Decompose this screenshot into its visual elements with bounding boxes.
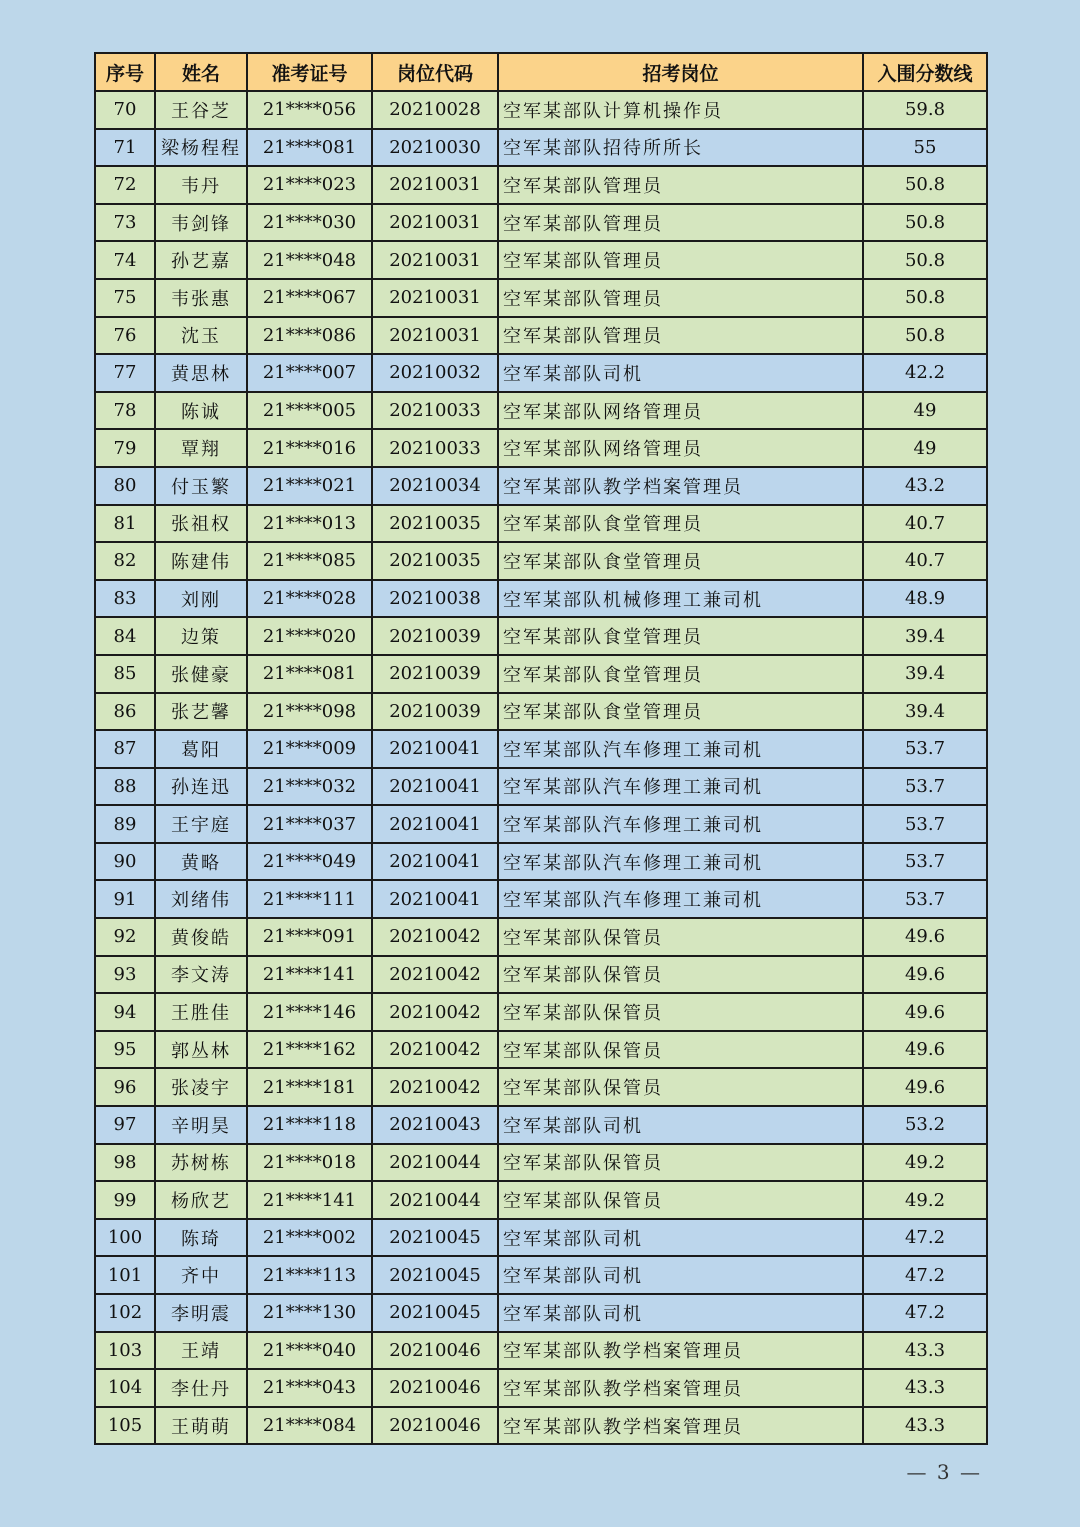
cell-exam-id: 21****018 (247, 1144, 372, 1182)
cell-post: 空军某部队管理员 (498, 204, 863, 242)
cell-exam-id: 21****086 (247, 317, 372, 355)
cell-post: 空军某部队管理员 (498, 166, 863, 204)
header-post-code: 岗位代码 (372, 53, 498, 91)
cell-score: 48.9 (863, 580, 987, 618)
cell-seq: 102 (95, 1294, 155, 1332)
cell-post-code: 20210038 (372, 580, 498, 618)
table-row (95, 805, 987, 843)
header-exam-id: 准考证号 (247, 53, 372, 91)
cell-post-code: 20210033 (372, 429, 498, 467)
cell-exam-id: 21****067 (247, 279, 372, 317)
cell-name: 韦张惠 (155, 279, 247, 317)
cell-exam-id: 21****009 (247, 730, 372, 768)
cell-seq: 87 (95, 730, 155, 768)
cell-name: 孙连迅 (155, 768, 247, 806)
table-row (95, 1256, 987, 1294)
header-row (95, 53, 987, 91)
cell-seq: 100 (95, 1219, 155, 1257)
cell-post: 空军某部队司机 (498, 1219, 863, 1257)
cell-post: 空军某部队教学档案管理员 (498, 1369, 863, 1407)
table-row (95, 1219, 987, 1257)
cell-seq: 82 (95, 542, 155, 580)
cell-seq: 74 (95, 241, 155, 279)
cell-post: 空军某部队汽车修理工兼司机 (498, 880, 863, 918)
table-row (95, 467, 987, 505)
table-body (95, 91, 987, 1444)
page-number: — 3 — (906, 1460, 982, 1484)
cell-post-code: 20210034 (372, 467, 498, 505)
cell-exam-id: 21****020 (247, 617, 372, 655)
cell-exam-id: 21****030 (247, 204, 372, 242)
cell-post: 空军某部队汽车修理工兼司机 (498, 805, 863, 843)
cell-post-code: 20210046 (372, 1332, 498, 1370)
cell-exam-id: 21****048 (247, 241, 372, 279)
cell-name: 李文涛 (155, 956, 247, 994)
cell-post-code: 20210041 (372, 843, 498, 881)
cell-score: 50.8 (863, 241, 987, 279)
cell-seq: 101 (95, 1256, 155, 1294)
header-seq: 序号 (95, 53, 155, 91)
cell-score: 39.4 (863, 693, 987, 731)
table-row (95, 918, 987, 956)
cell-exam-id: 21****181 (247, 1068, 372, 1106)
cell-post: 空军某部队管理员 (498, 241, 863, 279)
cell-post-code: 20210031 (372, 204, 498, 242)
table-row (95, 843, 987, 881)
cell-post: 空军某部队网络管理员 (498, 429, 863, 467)
table-row (95, 1332, 987, 1370)
cell-post: 空军某部队汽车修理工兼司机 (498, 730, 863, 768)
table-row (95, 1369, 987, 1407)
cell-name: 齐中 (155, 1256, 247, 1294)
cell-exam-id: 21****016 (247, 429, 372, 467)
cell-post-code: 20210041 (372, 730, 498, 768)
cell-exam-id: 21****049 (247, 843, 372, 881)
header-name: 姓名 (155, 53, 247, 91)
cell-post-code: 20210033 (372, 392, 498, 430)
cell-name: 杨欣艺 (155, 1181, 247, 1219)
cell-score: 49 (863, 392, 987, 430)
table-row (95, 542, 987, 580)
cell-name: 王谷芝 (155, 91, 247, 129)
cell-name: 刘刚 (155, 580, 247, 618)
cell-post-code: 20210044 (372, 1181, 498, 1219)
cell-exam-id: 21****084 (247, 1407, 372, 1445)
cell-post-code: 20210042 (372, 956, 498, 994)
cell-score: 49.6 (863, 993, 987, 1031)
cell-post: 空军某部队管理员 (498, 317, 863, 355)
cell-seq: 88 (95, 768, 155, 806)
cell-post: 空军某部队食堂管理员 (498, 693, 863, 731)
cell-seq: 81 (95, 505, 155, 543)
cell-post-code: 20210046 (372, 1407, 498, 1445)
cell-score: 53.7 (863, 880, 987, 918)
cell-score: 49.6 (863, 1031, 987, 1069)
cell-post: 空军某部队汽车修理工兼司机 (498, 843, 863, 881)
cell-seq: 96 (95, 1068, 155, 1106)
cell-exam-id: 21****130 (247, 1294, 372, 1332)
table-row (95, 1031, 987, 1069)
cell-post-code: 20210031 (372, 241, 498, 279)
cell-post-code: 20210039 (372, 655, 498, 693)
cell-post: 空军某部队司机 (498, 1294, 863, 1332)
table-row (95, 1181, 987, 1219)
cell-seq: 79 (95, 429, 155, 467)
cell-name: 张艺馨 (155, 693, 247, 731)
cell-post-code: 20210045 (372, 1219, 498, 1257)
cell-name: 黄思林 (155, 354, 247, 392)
cell-score: 42.2 (863, 354, 987, 392)
cell-name: 张凌宇 (155, 1068, 247, 1106)
cell-score: 39.4 (863, 617, 987, 655)
cell-score: 53.7 (863, 843, 987, 881)
cell-exam-id: 21****141 (247, 1181, 372, 1219)
table-row (95, 693, 987, 731)
cell-seq: 86 (95, 693, 155, 731)
cell-post: 空军某部队保管员 (498, 1068, 863, 1106)
cell-seq: 95 (95, 1031, 155, 1069)
cell-name: 陈建伟 (155, 542, 247, 580)
cell-name: 韦丹 (155, 166, 247, 204)
cell-post: 空军某部队保管员 (498, 1144, 863, 1182)
table-row (95, 1106, 987, 1144)
cell-score: 49.2 (863, 1181, 987, 1219)
cell-name: 付玉繁 (155, 467, 247, 505)
cell-post-code: 20210030 (372, 129, 498, 167)
cell-score: 47.2 (863, 1256, 987, 1294)
cell-name: 张健豪 (155, 655, 247, 693)
table-row (95, 429, 987, 467)
table-row (95, 279, 987, 317)
cell-seq: 73 (95, 204, 155, 242)
cell-name: 王宇庭 (155, 805, 247, 843)
cell-seq: 91 (95, 880, 155, 918)
cell-name: 苏树栋 (155, 1144, 247, 1182)
cell-seq: 78 (95, 392, 155, 430)
cell-post: 空军某部队食堂管理员 (498, 542, 863, 580)
cell-name: 王胜佳 (155, 993, 247, 1031)
cell-post: 空军某部队教学档案管理员 (498, 467, 863, 505)
cell-exam-id: 21****040 (247, 1332, 372, 1370)
table-row (95, 1407, 987, 1445)
cell-seq: 105 (95, 1407, 155, 1445)
table-row (95, 956, 987, 994)
cell-post-code: 20210043 (372, 1106, 498, 1144)
cell-post-code: 20210041 (372, 805, 498, 843)
cell-seq: 90 (95, 843, 155, 881)
cell-score: 55 (863, 129, 987, 167)
cell-name: 郭丛林 (155, 1031, 247, 1069)
cell-post: 空军某部队食堂管理员 (498, 505, 863, 543)
cell-exam-id: 21****005 (247, 392, 372, 430)
cell-post: 空军某部队食堂管理员 (498, 655, 863, 693)
cell-seq: 98 (95, 1144, 155, 1182)
table-row (95, 880, 987, 918)
cell-name: 孙艺嘉 (155, 241, 247, 279)
cell-post-code: 20210031 (372, 279, 498, 317)
cell-exam-id: 21****118 (247, 1106, 372, 1144)
cell-exam-id: 21****037 (247, 805, 372, 843)
cell-post-code: 20210039 (372, 617, 498, 655)
cell-post-code: 20210042 (372, 993, 498, 1031)
cell-seq: 71 (95, 129, 155, 167)
cell-score: 50.8 (863, 204, 987, 242)
cell-post: 空军某部队保管员 (498, 1181, 863, 1219)
cell-post: 空军某部队招待所所长 (498, 129, 863, 167)
cell-name: 黄略 (155, 843, 247, 881)
cell-name: 陈诚 (155, 392, 247, 430)
cell-exam-id: 21****081 (247, 655, 372, 693)
cell-score: 39.4 (863, 655, 987, 693)
cell-name: 王萌萌 (155, 1407, 247, 1445)
cell-post: 空军某部队计算机操作员 (498, 91, 863, 129)
cell-exam-id: 21****085 (247, 542, 372, 580)
table-row (95, 617, 987, 655)
cell-post-code: 20210031 (372, 166, 498, 204)
cell-name: 覃翔 (155, 429, 247, 467)
cell-exam-id: 21****056 (247, 91, 372, 129)
cell-post-code: 20210045 (372, 1256, 498, 1294)
cell-name: 边策 (155, 617, 247, 655)
table-row (95, 993, 987, 1031)
cell-seq: 72 (95, 166, 155, 204)
cell-score: 49.6 (863, 1068, 987, 1106)
cell-post-code: 20210041 (372, 768, 498, 806)
table-row (95, 1294, 987, 1332)
cell-seq: 80 (95, 467, 155, 505)
cell-score: 47.2 (863, 1219, 987, 1257)
cell-name: 沈玉 (155, 317, 247, 355)
cell-exam-id: 21****002 (247, 1219, 372, 1257)
table-row (95, 354, 987, 392)
table-row (95, 317, 987, 355)
cell-post-code: 20210046 (372, 1369, 498, 1407)
cell-name: 辛明昊 (155, 1106, 247, 1144)
cell-score: 43.3 (863, 1369, 987, 1407)
cell-seq: 77 (95, 354, 155, 392)
cell-score: 49.6 (863, 956, 987, 994)
cell-post-code: 20210035 (372, 542, 498, 580)
cell-score: 47.2 (863, 1294, 987, 1332)
cell-post-code: 20210035 (372, 505, 498, 543)
cell-post: 空军某部队管理员 (498, 279, 863, 317)
cell-exam-id: 21****043 (247, 1369, 372, 1407)
header-score: 入围分数线 (863, 53, 987, 91)
cell-name: 陈琦 (155, 1219, 247, 1257)
cell-seq: 93 (95, 956, 155, 994)
cell-post-code: 20210045 (372, 1294, 498, 1332)
cell-score: 43.2 (863, 467, 987, 505)
table-row (95, 505, 987, 543)
cell-score: 50.8 (863, 317, 987, 355)
cell-name: 黄俊皓 (155, 918, 247, 956)
cell-score: 43.3 (863, 1407, 987, 1445)
header-post: 招考岗位 (498, 53, 863, 91)
cell-exam-id: 21****013 (247, 505, 372, 543)
cell-exam-id: 21****146 (247, 993, 372, 1031)
cell-post: 空军某部队司机 (498, 1106, 863, 1144)
cell-exam-id: 21****081 (247, 129, 372, 167)
table-row (95, 129, 987, 167)
cell-post: 空军某部队司机 (498, 354, 863, 392)
table-row (95, 730, 987, 768)
cell-score: 40.7 (863, 542, 987, 580)
table-row (95, 768, 987, 806)
cell-score: 53.2 (863, 1106, 987, 1144)
cell-seq: 89 (95, 805, 155, 843)
table-row (95, 655, 987, 693)
cell-exam-id: 21****023 (247, 166, 372, 204)
cell-seq: 70 (95, 91, 155, 129)
cell-post: 空军某部队司机 (498, 1256, 863, 1294)
cell-post-code: 20210042 (372, 1068, 498, 1106)
cell-score: 59.8 (863, 91, 987, 129)
cell-exam-id: 21****162 (247, 1031, 372, 1069)
cell-name: 葛阳 (155, 730, 247, 768)
cell-score: 53.7 (863, 730, 987, 768)
cell-name: 李明震 (155, 1294, 247, 1332)
cell-post: 空军某部队保管员 (498, 918, 863, 956)
cell-post: 空军某部队保管员 (498, 993, 863, 1031)
cell-seq: 103 (95, 1332, 155, 1370)
cell-seq: 85 (95, 655, 155, 693)
cell-name: 李仕丹 (155, 1369, 247, 1407)
cell-name: 张祖权 (155, 505, 247, 543)
cell-seq: 92 (95, 918, 155, 956)
cell-exam-id: 21****032 (247, 768, 372, 806)
cell-post-code: 20210044 (372, 1144, 498, 1182)
table-row (95, 1068, 987, 1106)
cell-seq: 99 (95, 1181, 155, 1219)
cell-seq: 104 (95, 1369, 155, 1407)
cell-score: 53.7 (863, 768, 987, 806)
cell-seq: 75 (95, 279, 155, 317)
cell-score: 53.7 (863, 805, 987, 843)
cell-name: 王靖 (155, 1332, 247, 1370)
cell-post-code: 20210028 (372, 91, 498, 129)
cell-seq: 83 (95, 580, 155, 618)
cell-post-code: 20210032 (372, 354, 498, 392)
table-row (95, 392, 987, 430)
table-row (95, 91, 987, 129)
cell-post: 空军某部队网络管理员 (498, 392, 863, 430)
table-row (95, 166, 987, 204)
cell-post: 空军某部队机械修理工兼司机 (498, 580, 863, 618)
cell-seq: 76 (95, 317, 155, 355)
table-row (95, 1144, 987, 1182)
results-table (94, 52, 988, 1445)
table-row (95, 241, 987, 279)
table-row (95, 580, 987, 618)
cell-post: 空军某部队保管员 (498, 1031, 863, 1069)
cell-name: 韦剑锋 (155, 204, 247, 242)
cell-seq: 94 (95, 993, 155, 1031)
cell-score: 50.8 (863, 166, 987, 204)
cell-seq: 97 (95, 1106, 155, 1144)
cell-post-code: 20210039 (372, 693, 498, 731)
cell-post: 空军某部队教学档案管理员 (498, 1332, 863, 1370)
cell-score: 40.7 (863, 505, 987, 543)
cell-score: 43.3 (863, 1332, 987, 1370)
cell-score: 49.6 (863, 918, 987, 956)
cell-exam-id: 21****007 (247, 354, 372, 392)
cell-exam-id: 21****141 (247, 956, 372, 994)
cell-exam-id: 21****111 (247, 880, 372, 918)
cell-name: 刘绪伟 (155, 880, 247, 918)
cell-exam-id: 21****028 (247, 580, 372, 618)
table-row (95, 204, 987, 242)
cell-post-code: 20210031 (372, 317, 498, 355)
cell-name: 梁杨程程 (155, 129, 247, 167)
cell-post-code: 20210042 (372, 1031, 498, 1069)
cell-post: 空军某部队汽车修理工兼司机 (498, 768, 863, 806)
cell-exam-id: 21****021 (247, 467, 372, 505)
cell-post: 空军某部队教学档案管理员 (498, 1407, 863, 1445)
cell-exam-id: 21****113 (247, 1256, 372, 1294)
cell-exam-id: 21****098 (247, 693, 372, 731)
cell-score: 50.8 (863, 279, 987, 317)
cell-score: 49.2 (863, 1144, 987, 1182)
cell-post: 空军某部队保管员 (498, 956, 863, 994)
cell-score: 49 (863, 429, 987, 467)
cell-post-code: 20210042 (372, 918, 498, 956)
cell-post: 空军某部队食堂管理员 (498, 617, 863, 655)
cell-post-code: 20210041 (372, 880, 498, 918)
cell-seq: 84 (95, 617, 155, 655)
cell-exam-id: 21****091 (247, 918, 372, 956)
